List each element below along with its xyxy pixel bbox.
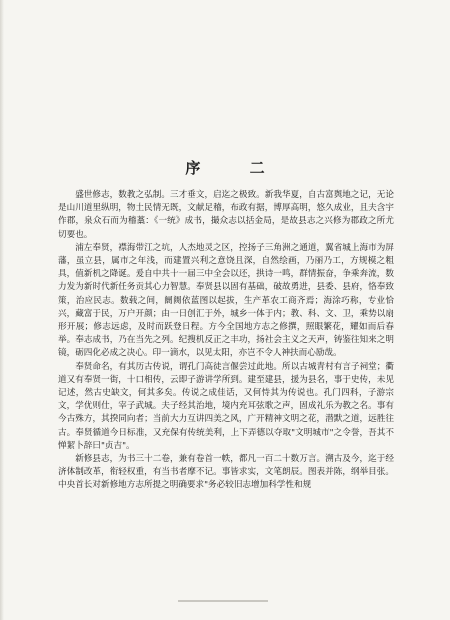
- bottom-print-mark: [178, 600, 268, 602]
- paragraph-1: 盛世修志，数教之弘制。三才垂文，启迄之极致。新我华夏，自古富舆地之记，无论是山川道里纵明，物土民情无既，文献足稽，布政有据，博厚高明，悠久成业，且夫含宇作郡，泉众石而为稽藁：《一统》成书，撮众志以括金局，是故县志之兴修为郡政之所尤切要也。: [58, 190, 394, 240]
- paragraph-4: 新修县志，为书三十二卷，兼有卷首一帙，都凡一百二十数万言。溯古及今，迄于经济体制改革，衔轻权重，有当书者摩不记。事皆求实，文笔朗辰。图表并陈，纲举目张。中央首长对新修地方志所提之明确要求"务必较旧志增加科学性和规: [58, 454, 394, 491]
- paragraph-2: 浦左奉贤，襟海带江之坑，人杰地灵之区，控扬子三角洲之通道，翼省城上海市为屏藩，虽立县，属市之年浅，而建置兴利之意饶且深，自然绘画，乃丽乃工，方规模之粗具，值新机之降诞。爰自中共十一届三中全会以还，拱诗一鸣，群情振奋，争乘奔流，数力发为新时代新任务贡其心力智慧。奉贤县以固有基础，破故勇进，县委、县府，恪奉致策，治应民志。数载之间，阛阓依蓝图以起拔，生产革农工商齐焉；海涂巧称，专业恰兴，藏富于民，万户开颜；由一日创汇于外，城乡一体于内；教、科、文、卫，乘势以扇形开展；修志远虑，及时而跃登日程。方今全国地方志之修撰，照眼繁花，耀如而后春举。奉志成书，乃在当先之列。纪搜机反正之丰功，扬社会主义之天声，铸鉴往知来之明镜，砺四化必成之决心。印一滴水，以见太阳，亦岂不令人神扶而心励哉。: [58, 242, 394, 359]
- page-title: 序 二: [185, 159, 287, 177]
- preface-body: [58, 189, 394, 493]
- paragraph-3: 奉贤命名，有其历古传说，谓孔门高徒言偃尝过此地。所以古城青村有言子祠堂；衢道又有奉贤一街，十口相传，云即子游讲学所到。建至建县，援为县名，事于史传，未见记述，然古史缺文，何其多矣。传说之成佳话，又何恃其为传说也。孔门四科，子游宗文，学优则仕，宰子武城。夫子经其治地，境内充耳弦歌之声，固成礼乐为教之名。事有今古殊方，其揆同向者；当前大力互讲四美之风，广开精神文明之花，潜默之道，远胜往古。奉贤循道今日标准，又充保有传统美利，上下弄德以夺取"文明城市"之令誉，吾其不惮絜卜辞曰"贞吉"。: [58, 361, 394, 451]
- page-edge-shadow: [0, 0, 4, 620]
